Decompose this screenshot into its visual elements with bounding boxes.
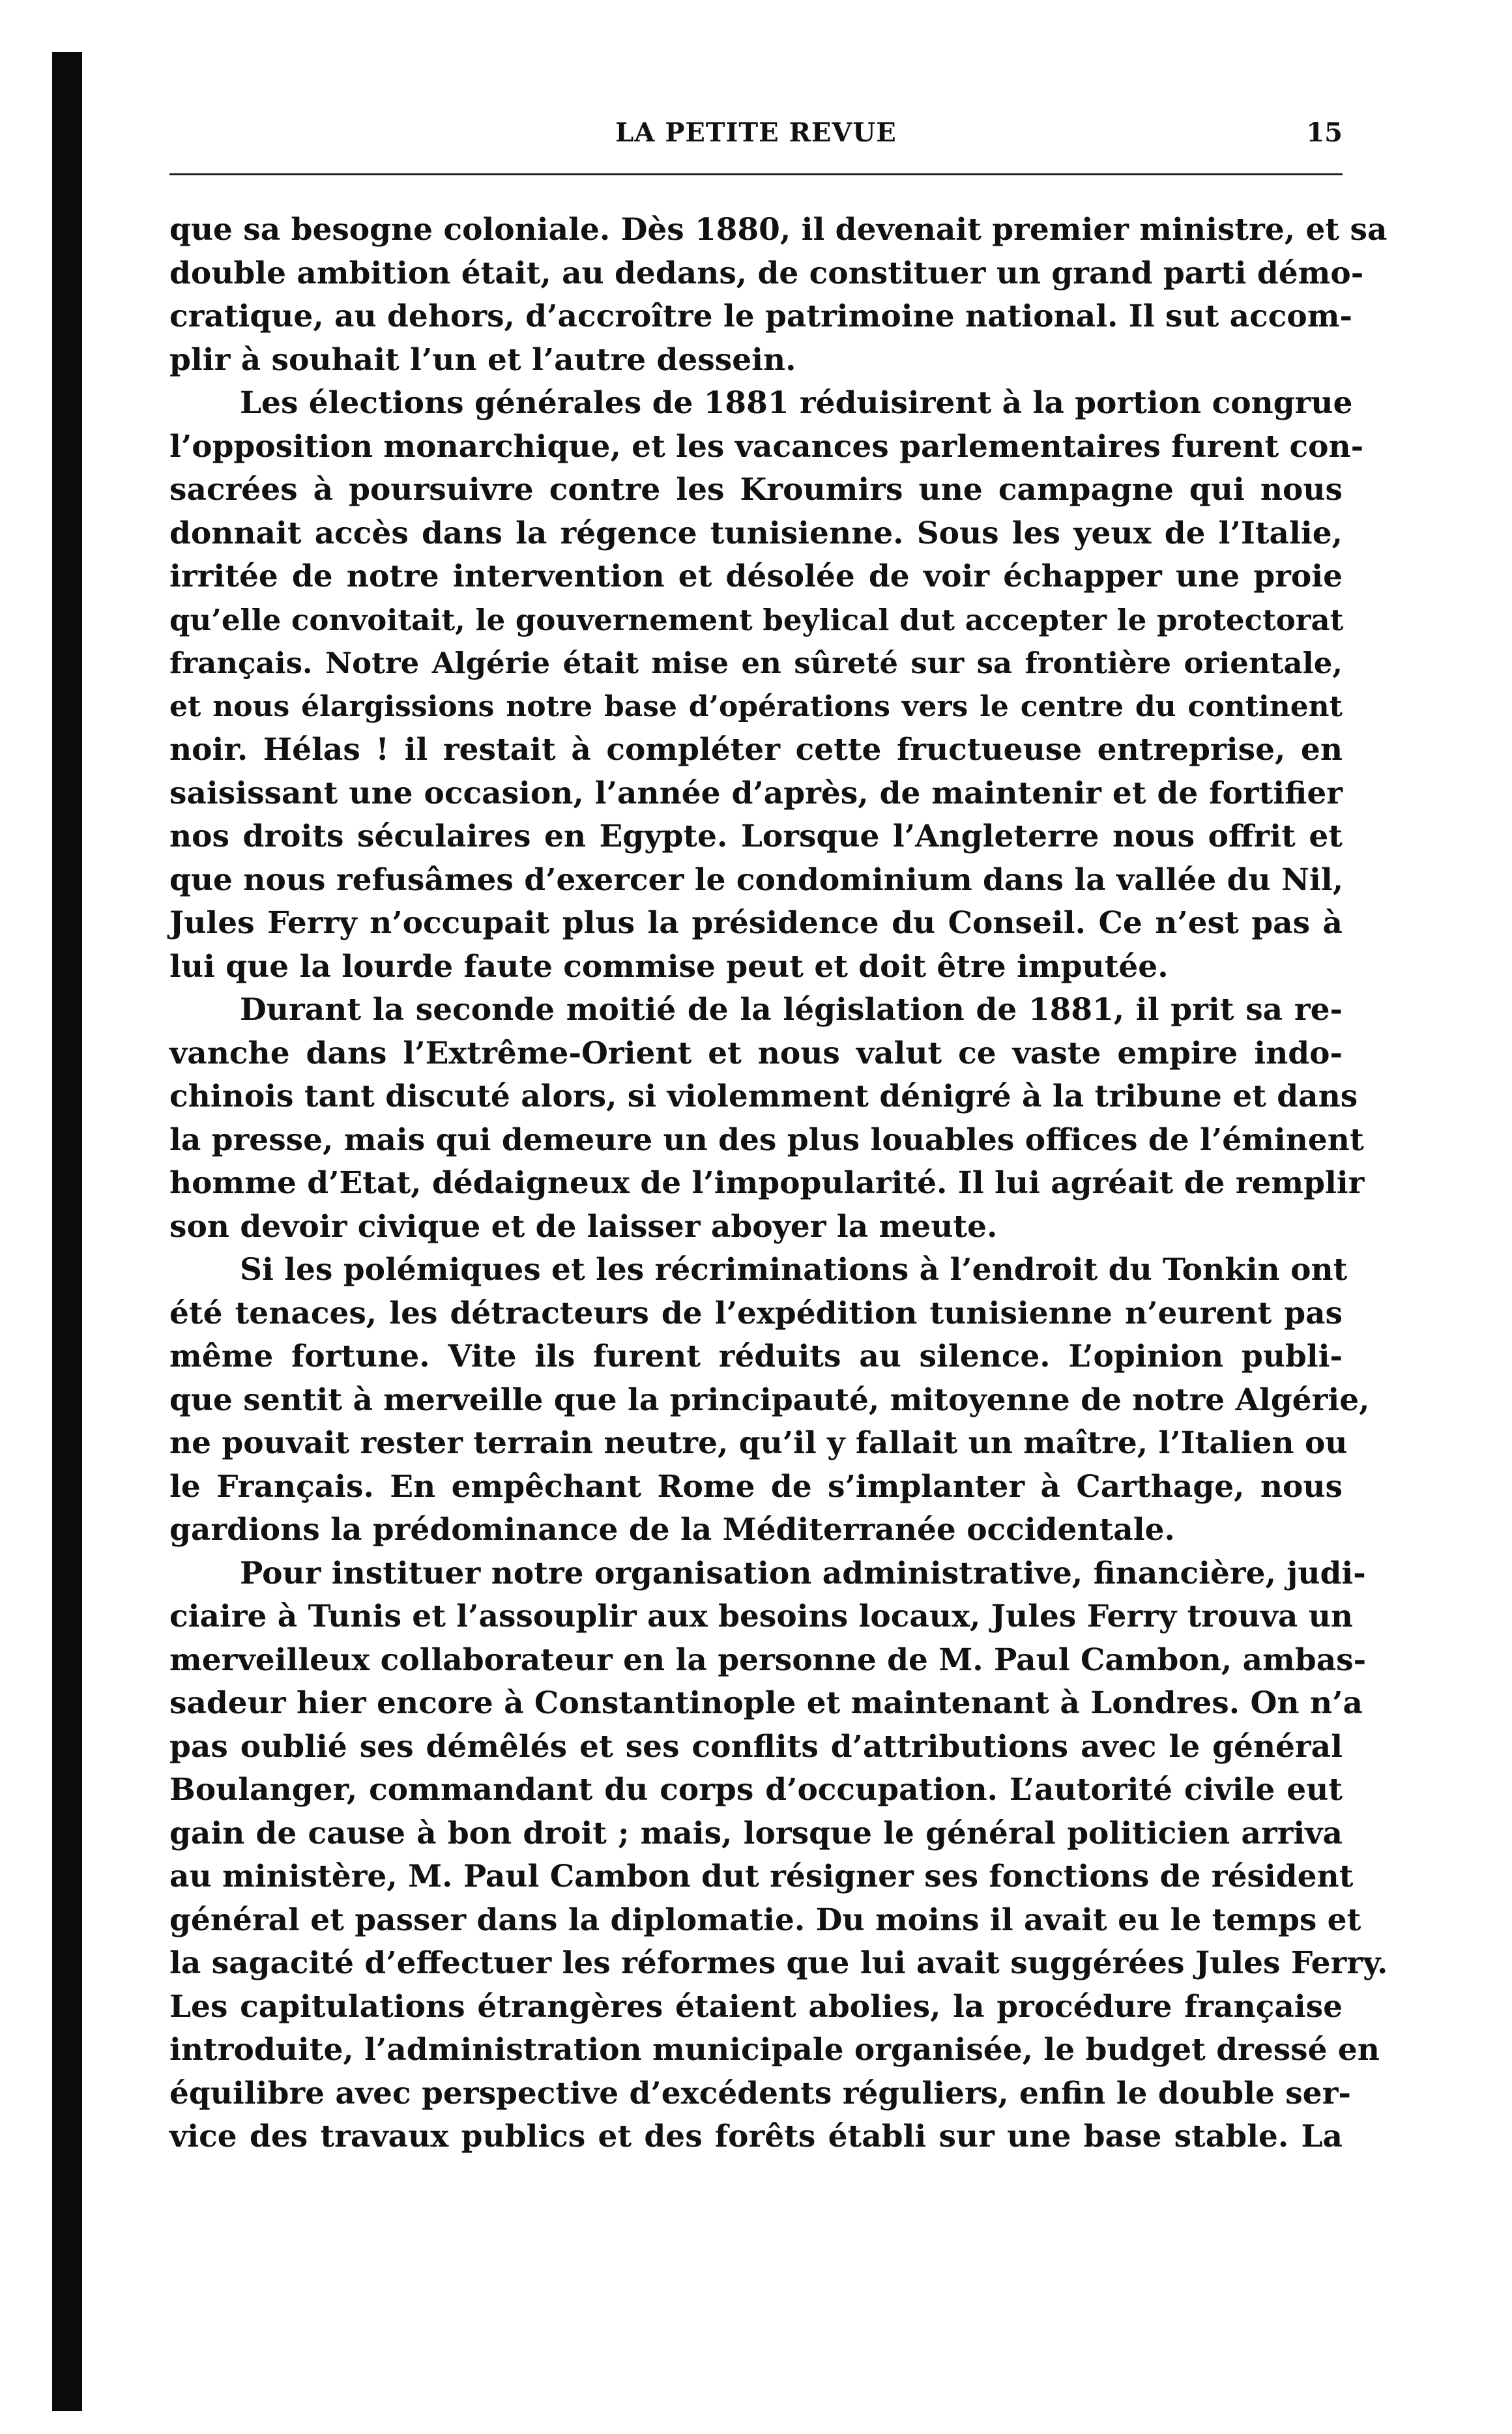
text-line: qu’elle convoitait, le gouvernement beylical dut accepter le protectorat [169,602,1344,637]
text-line: que nous refusâmes d’exercer le condominium dans la vallée du Nil, [169,862,1344,898]
text-line: la presse, mais qui demeure un des plus louables offices de l’éminent [169,1122,1364,1158]
text-line: vanche dans l’Extrême-Orient et nous valut ce vaste empire indo- [169,1035,1343,1071]
text-line: au ministère, M. Paul Cambon dut résigner ses fonctions de résident [169,1859,1354,1894]
text-line: pas oublié ses démêlés et ses conflits d’attributions avec le général [169,1728,1343,1765]
text-line: Si les polémiques et les récriminations à l’endroit du Tonkin ont [240,1252,1348,1288]
text-line: équilibre avec perspective d’excédents réguliers, enfin le double ser- [169,2075,1351,2111]
text-line: sacrées à poursuivre contre les Kroumirs une campagne qui nous [169,472,1343,508]
text-line: saisissant une occasion, l’année d’après, de maintenir et de fortifier [169,775,1343,811]
text-line: son devoir civique et de laisser aboyer la meute. [169,1208,998,1245]
text-line: gardions la prédominance de la Méditerranée occidentale. [169,1512,1175,1548]
running-head [169,117,1343,169]
text-line: donnait accès dans la régence tunisienne. Sous les yeux de l’Italie, [169,515,1343,551]
text-line: chinois tant discuté alors, si violemment dénigré à la tribune et dans [169,1079,1358,1114]
text-line: Jules Ferry n’occupait plus la présidence du Conseil. Ce n’est pas à [169,905,1343,941]
text-line: double ambition était, au dedans, de constituer un grand parti démo- [169,255,1364,291]
text-line: sadeur hier encore à Constantinople et maintenant à Londres. On n’a [169,1685,1363,1721]
text-line: introduite, l’administration municipale organisée, le budget dressé en [169,2032,1380,2068]
running-title: LA PETITE REVUE [615,117,897,148]
text-line: lui que la lourde faute commise peut et doit être imputée. [169,948,1169,985]
page-number: 15 [1306,117,1343,148]
text-line: et nous élargissions notre base d’opérations vers le centre du continent [169,689,1343,723]
text-line: que sentit à merveille que la principauté, mitoyenne de notre Algérie, [169,1382,1370,1418]
text-line: Boulanger, commandant du corps d’occupation. L’autorité civile eut [169,1772,1343,1808]
text-line: vice des travaux publics et des forêts établi sur une base stable. La [169,2119,1343,2154]
text-line: même fortune. Vite ils furent réduits au silence. L’opinion publi- [169,1339,1343,1374]
text-line: merveilleux collaborateur en la personne de M. Paul Cambon, ambas- [169,1642,1367,1678]
text-line: le Français. En empêchant Rome de s’implanter à Carthage, nous [169,1468,1343,1505]
text-line: général et passer dans la diplomatie. Du moins il avait eu le temps et [169,1902,1361,1938]
body-text [169,209,1388,2159]
binding-spine-shadow [52,52,82,2411]
text-line: été tenaces, les détracteurs de l’expédition tunisienne n’eurent pas [169,1295,1343,1331]
text-line: cratique, au dehors, d’accroître le patrimoine national. Il sut accom- [169,298,1352,334]
text-line: gain de cause à bon droit ; mais, lorsque le général politicien arriva [169,1815,1343,1851]
text-line: plir à souhait l’un et l’autre dessein. [169,341,796,378]
text-line: la sagacité d’effectuer les réformes que lui avait suggérées Jules Ferry. [169,1945,1388,1981]
text-line: irritée de notre intervention et désolée de voir échapper une proie [169,558,1343,594]
text-line: Les capitulations étrangères étaient abolies, la procédure française [169,1988,1343,2025]
text-line: l’opposition monarchique, et les vacances parlementaires furent con- [169,428,1364,465]
header-rule [169,173,1343,175]
text-line: que sa besogne coloniale. Dès 1880, il devenait premier ministre, et sa [169,212,1388,248]
text-line: Les élections générales de 1881 réduisirent à la portion congrue [240,385,1353,421]
text-line: français. Notre Algérie était mise en sûreté sur sa frontière orientale, [169,646,1343,680]
text-line: noir. Hélas ! il restait à compléter cette fructueuse entreprise, en [169,732,1343,768]
text-line: Pour instituer notre organisation administrative, financière, judi- [240,1555,1366,1591]
text-line: homme d’Etat, dédaigneux de l’impopularité. Il lui agréait de remplir [169,1165,1365,1201]
text-line: ne pouvait rester terrain neutre, qu’il y fallait un maître, l’Italien ou [169,1425,1348,1461]
text-line: nos droits séculaires en Egypte. Lorsque l’Angleterre nous offrit et [169,819,1343,854]
text-line: Durant la seconde moitié de la législation de 1881, il prit sa re- [240,992,1343,1028]
text-line: ciaire à Tunis et l’assouplir aux besoins locaux, Jules Ferry trouva un [169,1599,1354,1634]
